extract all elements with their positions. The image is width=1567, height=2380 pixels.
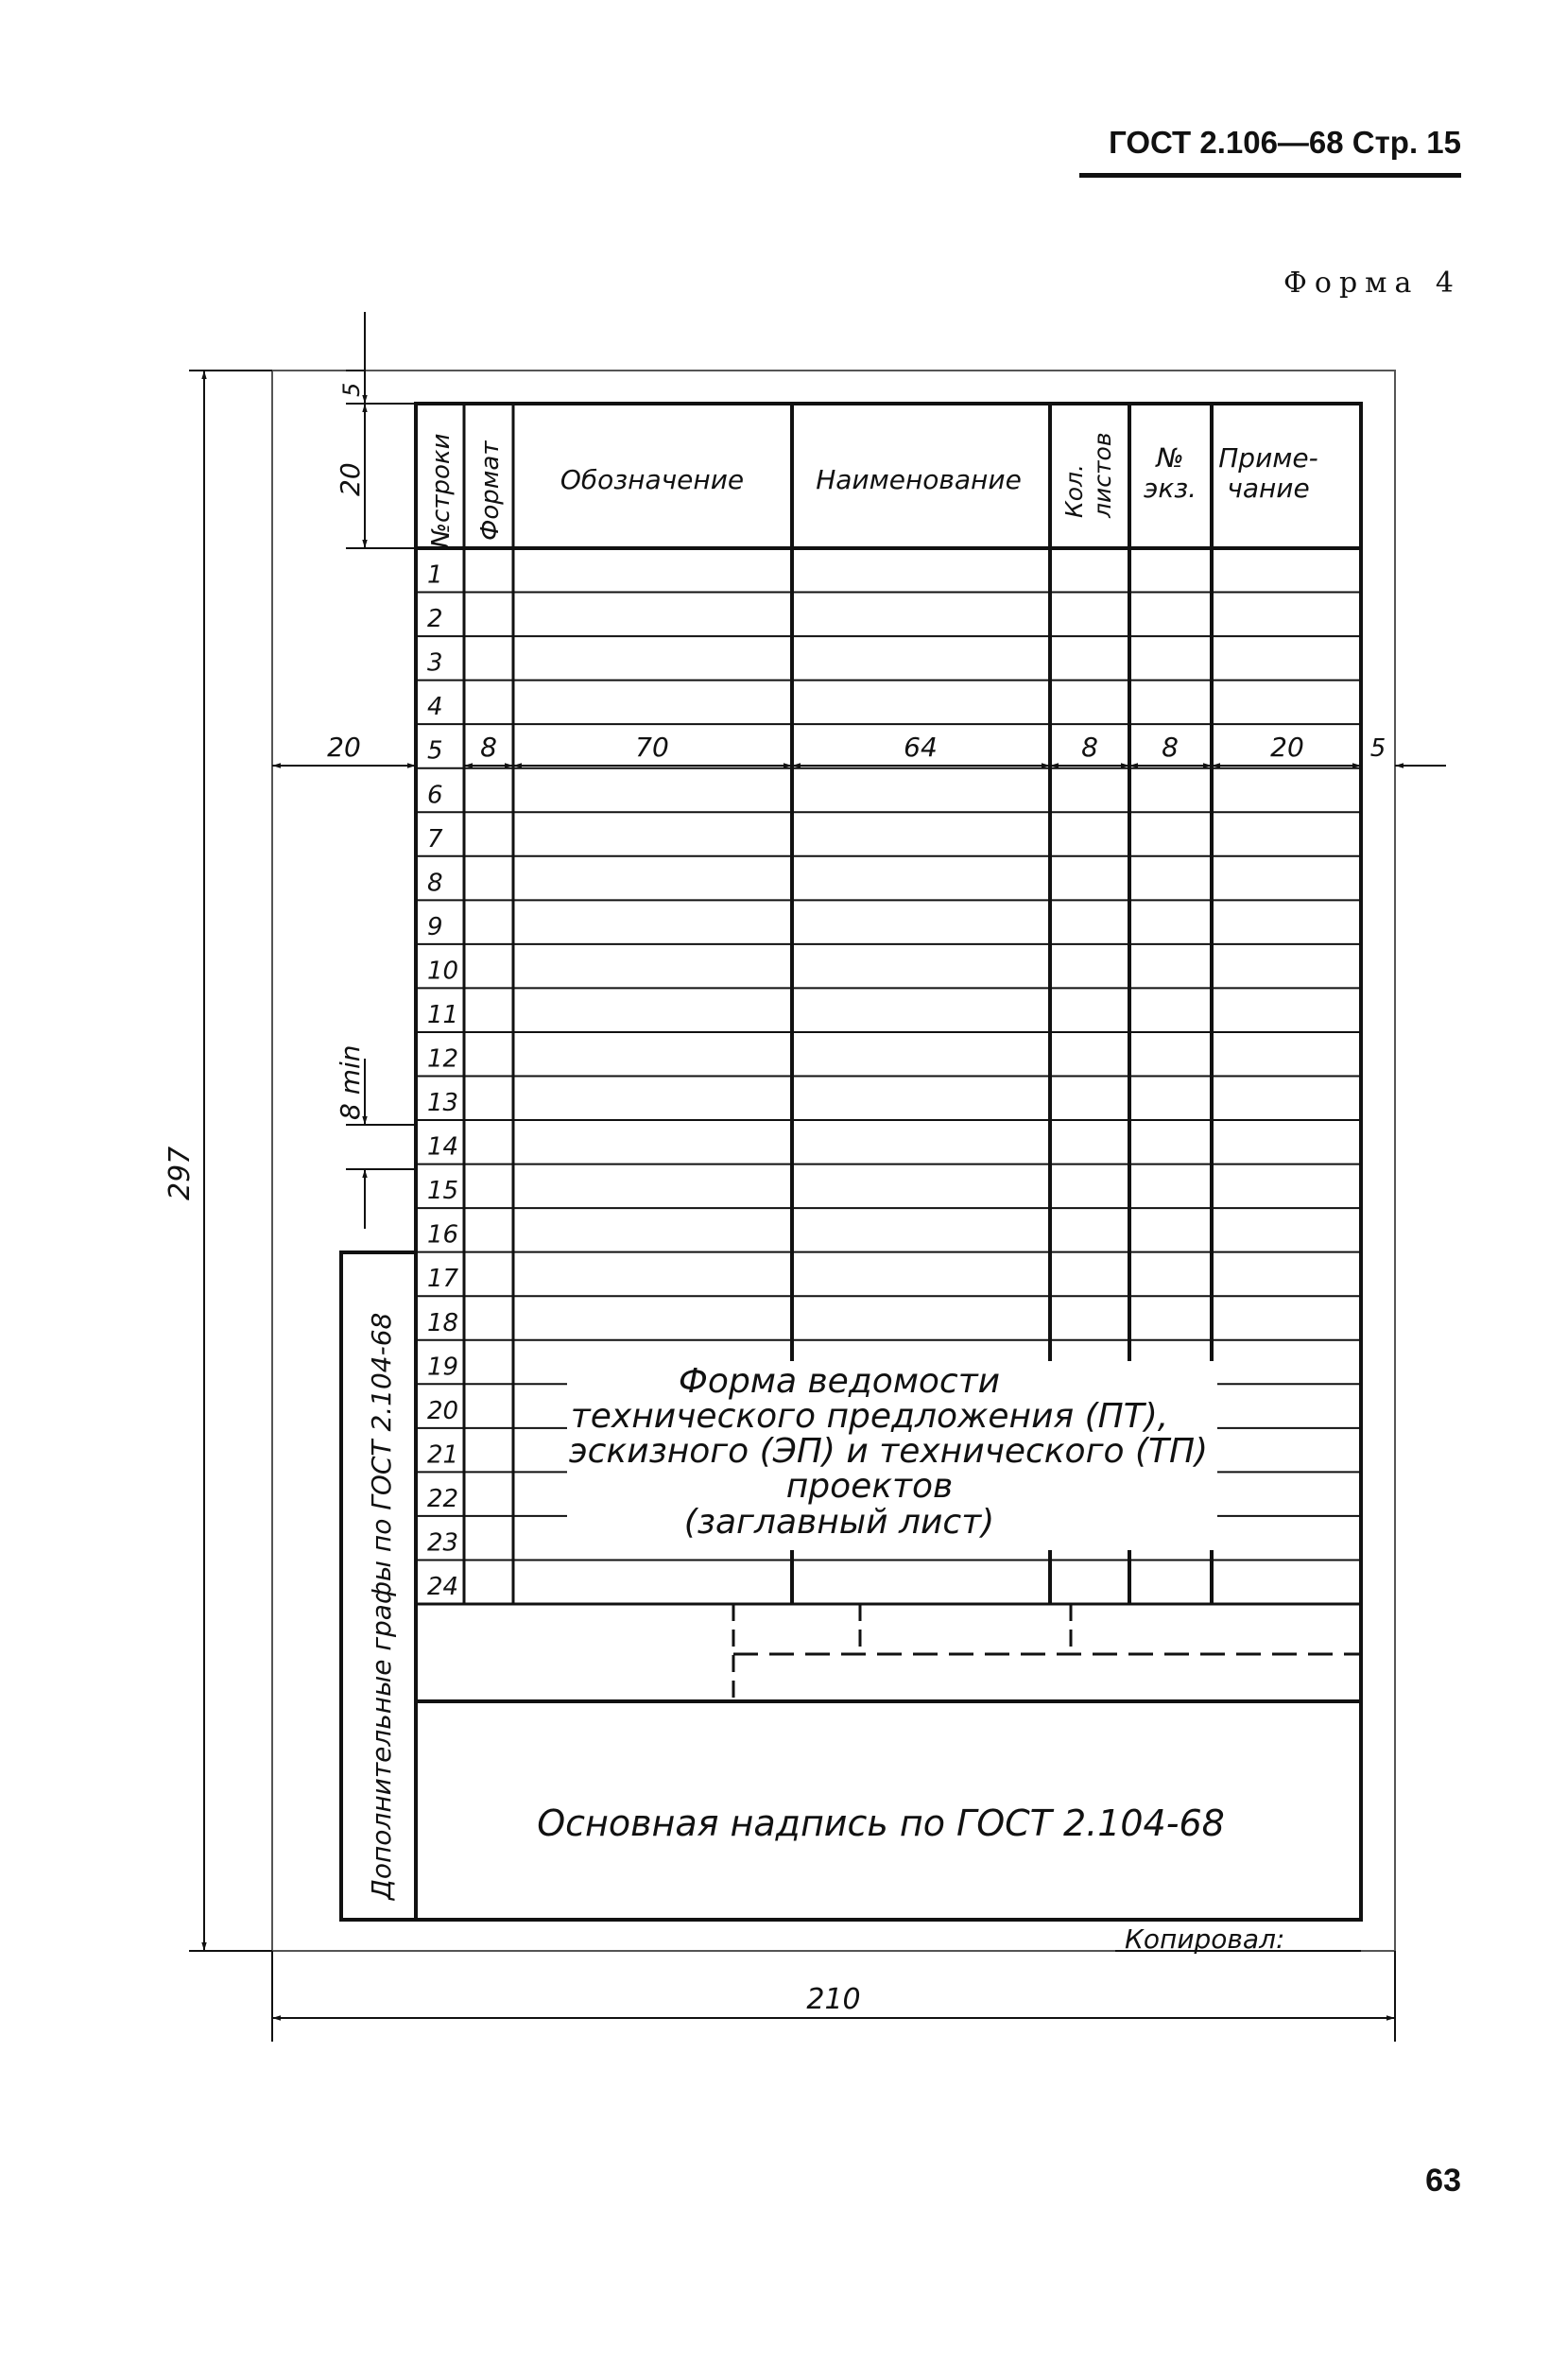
- row-number: 10: [427, 957, 459, 986]
- row-number: 23: [427, 1528, 459, 1558]
- row-number: 11: [427, 1000, 459, 1029]
- row-number: 17: [427, 1265, 459, 1294]
- row-number: 18: [427, 1308, 459, 1337]
- extra-columns-label: Дополнительные графы по ГОСТ 2.104-68: [366, 1312, 397, 1900]
- header-designation: Обозначение: [560, 464, 745, 495]
- row-number: 7: [427, 824, 443, 854]
- row-number: 15: [427, 1177, 459, 1206]
- row-number: 4: [427, 693, 443, 722]
- row-number: 13: [427, 1089, 459, 1118]
- caption-line-4: проектов: [785, 1467, 954, 1506]
- dim-col-sheets: 8: [1081, 732, 1098, 763]
- dim-col-name: 64: [904, 732, 938, 763]
- copied-label: Копировал:: [1125, 1923, 1285, 1955]
- dim-col-note: 20: [1270, 732, 1304, 763]
- row-number: 9: [427, 912, 443, 941]
- header-row-number: №строки: [427, 433, 456, 548]
- row-number: 1: [427, 561, 443, 590]
- header-copy: № экз.: [1143, 442, 1197, 504]
- row-number: 19: [427, 1353, 459, 1382]
- row-number: 21: [427, 1440, 459, 1470]
- row-number: 2: [427, 605, 443, 634]
- dim-sheet-height: 297: [164, 1146, 197, 1200]
- caption-line-2: технического предложения (ПТ),: [570, 1397, 1169, 1436]
- row-number: 14: [427, 1132, 459, 1162]
- dim-col-copy: 8: [1162, 732, 1179, 763]
- dim-sheet-width: 210: [806, 1983, 861, 2016]
- form-label: Форма 4: [1283, 267, 1461, 300]
- row-number: 3: [427, 648, 443, 678]
- row-number: 22: [427, 1484, 459, 1513]
- row-number: 5: [427, 736, 443, 766]
- row-number: 24: [427, 1573, 459, 1601]
- row-number: 6: [427, 781, 443, 810]
- page-number: 63: [1425, 2163, 1461, 2199]
- dim-col-format: 8: [480, 732, 497, 763]
- row-number: 20: [427, 1396, 459, 1425]
- dim-left-margin: 20: [327, 732, 361, 763]
- dim-col-designation: 70: [635, 732, 669, 763]
- row-number: 8: [427, 869, 443, 898]
- form-frame: [416, 404, 1361, 1920]
- caption-line-3: эскизного (ЭП) и технического (ТП): [568, 1432, 1209, 1471]
- caption-line-1: Форма ведомости: [678, 1362, 1001, 1401]
- header-note: Приме-чание: [1218, 442, 1318, 504]
- dim-row-min: 8 min: [335, 1044, 366, 1120]
- dim-top-margin: 5: [338, 382, 365, 397]
- row-number: 12: [427, 1044, 459, 1074]
- dim-right-margin: 5: [1369, 734, 1386, 763]
- header-format: Формат: [476, 440, 505, 541]
- dim-header-height: 20: [335, 462, 366, 496]
- title-block-label: Основная надпись по ГОСТ 2.104-68: [537, 1802, 1225, 1844]
- row-number: 16: [427, 1220, 459, 1250]
- header-sheets: Кол.листов: [1060, 432, 1116, 518]
- header-name: Наименование: [816, 464, 1022, 495]
- caption-line-5: (заглавный лист): [683, 1503, 995, 1542]
- document-header: ГОСТ 2.106—68 Стр. 15: [1109, 125, 1461, 160]
